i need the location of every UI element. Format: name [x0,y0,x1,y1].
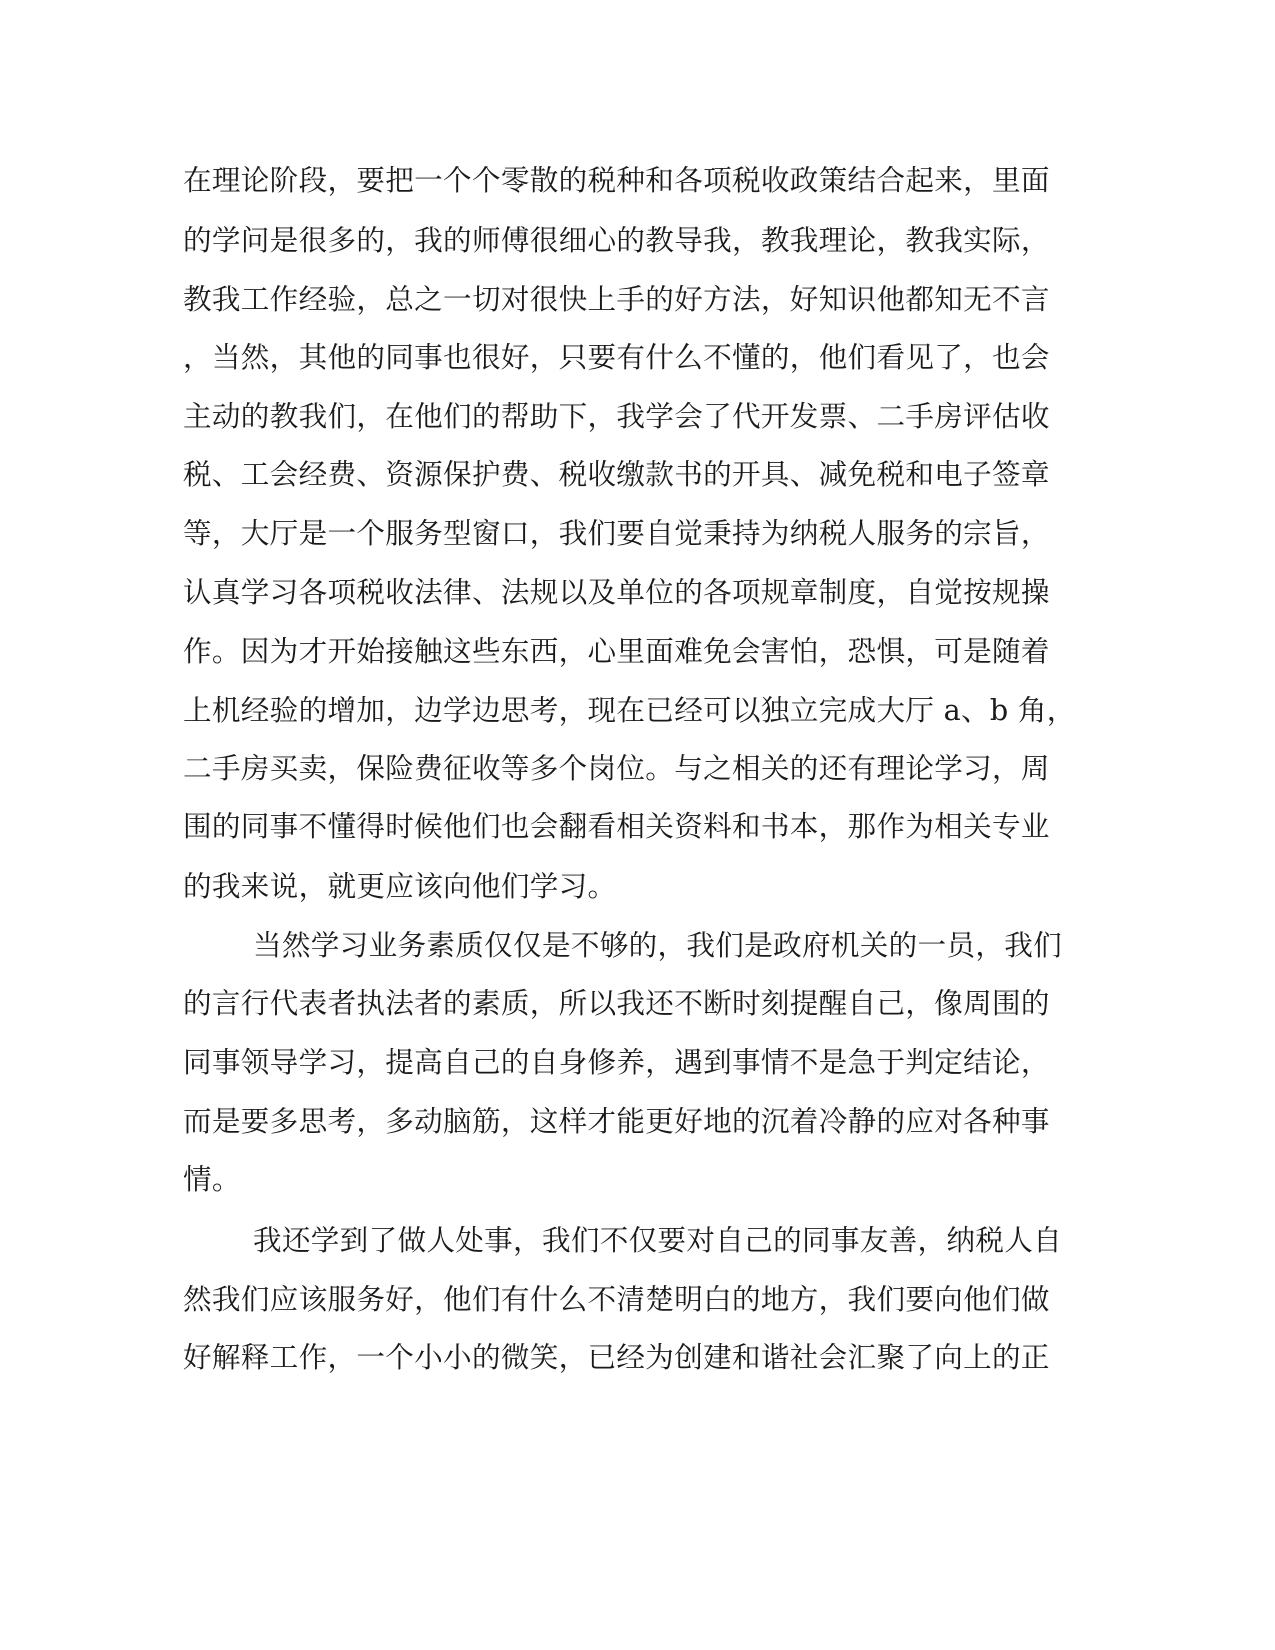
text-line: 作。因为才开始接触这些东西，心里面难免会害怕，恐惧，可是随着 [183,634,1050,668]
text-line: 同事领导学习，提高自己的自身修养，遇到事情不是急于判定结论， [183,1045,1050,1079]
text-line: 的学问是很多的，我的师傅很细心的教导我，教我理论，教我实际， [183,223,1050,257]
text-line: 税、工会经费、资源保护费、税收缴款书的开具、减免税和电子签章 [183,457,1050,491]
text-line: 二手房买卖，保险费征收等多个岗位。与之相关的还有理论学习，周 [183,751,1050,785]
text-line: 认真学习各项税收法律、法规以及单位的各项规章制度，自觉按规操 [183,575,1050,609]
text-line: 在理论阶段，要把一个个零散的税种和各项税收政策结合起来，里面 [183,163,1050,197]
paragraph-first-line: 当然学习业务素质仅仅是不够的，我们是政府机关的一员，我们 [253,928,1063,962]
text-line: 教我工作经验，总之一切对很快上手的好方法，好知识他都知无不言 [183,282,1050,316]
text-line: ，当然，其他的同事也很好，只要有什么不懂的，他们看见了，也会 [183,340,1050,374]
paragraph-first-line: 我还学到了做人处事，我们不仅要对自己的同事友善，纳税人自 [253,1223,1063,1257]
text-line: 的言行代表者执法者的素质，所以我还不断时刻提醒自己，像周围的 [183,986,1050,1020]
text-line: 好解释工作，一个小小的微笑，已经为创建和谐社会汇聚了向上的正 [183,1340,1050,1374]
text-line: 等，大厅是一个服务型窗口，我们要自觉秉持为纳税人服务的宗旨， [183,516,1050,550]
text-line: 的我来说，就更应该向他们学习。 [183,869,617,903]
text-line: 围的同事不懂得时候他们也会翻看相关资料和书本，那作为相关专业 [183,809,1050,843]
text-line: 上机经验的增加，边学边思考，现在已经可以独立完成大厅 a、b 角， [183,693,1076,727]
text-line: 而是要多思考，多动脑筋，这样才能更好地的沉着冷静的应对各种事 [183,1104,1050,1138]
text-line: 情。 [183,1162,241,1196]
text-line: 主动的教我们，在他们的帮助下，我学会了代开发票、二手房评估收 [183,399,1050,433]
text-line: 然我们应该服务好，他们有什么不清楚明白的地方，我们要向他们做 [183,1282,1050,1316]
